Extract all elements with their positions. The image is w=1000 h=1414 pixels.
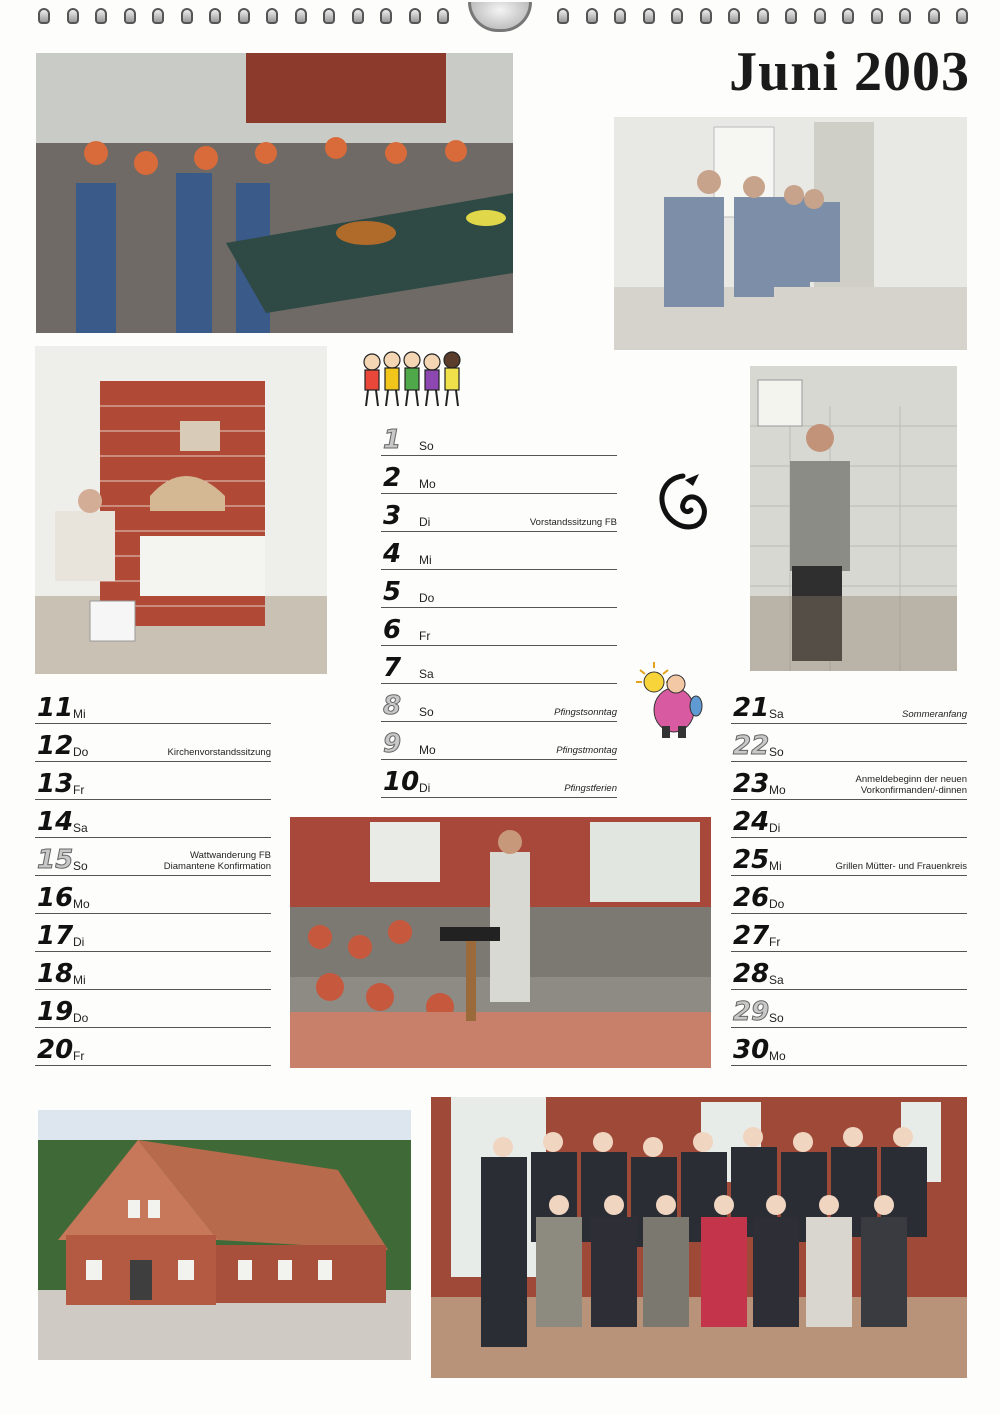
binding-ring bbox=[728, 8, 740, 24]
day-row bbox=[381, 722, 617, 760]
day-row bbox=[731, 952, 967, 990]
photo-group-diamond-confirmation bbox=[431, 1097, 967, 1378]
day-row bbox=[381, 646, 617, 684]
binding-ring bbox=[614, 8, 626, 24]
day-row bbox=[35, 762, 271, 800]
weekday-label: Do bbox=[769, 897, 785, 911]
photo-parish-hall-building bbox=[38, 1110, 411, 1360]
day-event: Pfingstmontag bbox=[556, 745, 617, 756]
day-event: Wattwanderung FB Diamantene Konfirmation bbox=[163, 850, 271, 872]
day-number: 5 bbox=[383, 577, 402, 607]
day-row bbox=[381, 418, 617, 456]
weekday-label: Do bbox=[419, 591, 435, 605]
binding-ring bbox=[95, 8, 107, 24]
day-number: 11 bbox=[37, 693, 74, 723]
weekday-label: Fr bbox=[769, 935, 781, 949]
weekday-label: Fr bbox=[73, 1049, 85, 1063]
day-row bbox=[731, 876, 967, 914]
day-number: 7 bbox=[383, 653, 402, 683]
day-number: 9 bbox=[383, 729, 402, 759]
binding-ring bbox=[181, 8, 193, 24]
day-row bbox=[35, 1028, 271, 1066]
binding-ring bbox=[380, 8, 392, 24]
day-number: 19 bbox=[37, 997, 74, 1027]
day-row bbox=[731, 1028, 967, 1066]
day-number: 13 bbox=[37, 769, 74, 799]
dove-icon bbox=[655, 472, 711, 534]
binding-ring bbox=[643, 8, 655, 24]
day-row bbox=[381, 608, 617, 646]
weekday-label: So bbox=[73, 859, 88, 873]
photo-workers-resting bbox=[614, 117, 967, 350]
weekday-label: Sa bbox=[419, 667, 434, 681]
day-row bbox=[381, 684, 617, 722]
weekday-label: Do bbox=[73, 1011, 89, 1025]
day-number: 23 bbox=[733, 769, 770, 799]
day-column-center bbox=[381, 418, 617, 798]
weekday-label: Mo bbox=[419, 477, 436, 491]
day-event: Vorstandssitzung FB bbox=[529, 517, 617, 528]
day-event: Grillen Mütter- und Frauenkreis bbox=[835, 861, 967, 872]
binding-ring bbox=[352, 8, 364, 24]
day-row bbox=[35, 990, 271, 1028]
day-number: 1 bbox=[383, 425, 402, 455]
binding-ring bbox=[928, 8, 940, 24]
day-number: 14 bbox=[37, 807, 74, 837]
weekday-label: Sa bbox=[769, 973, 784, 987]
day-row bbox=[35, 914, 271, 952]
weekday-label: Mo bbox=[73, 897, 90, 911]
day-column-left bbox=[35, 686, 271, 1066]
weekday-label: Fr bbox=[73, 783, 85, 797]
page-title: Juni 2003 bbox=[729, 41, 970, 103]
day-number: 10 bbox=[383, 767, 420, 797]
day-row bbox=[381, 532, 617, 570]
weekday-label: Mo bbox=[769, 783, 786, 797]
day-row bbox=[381, 494, 617, 532]
weekday-label: Do bbox=[73, 745, 89, 759]
day-row bbox=[731, 724, 967, 762]
weekday-label: Mi bbox=[73, 707, 86, 721]
binding-ring bbox=[956, 8, 968, 24]
day-event: Pfingstferien bbox=[564, 783, 617, 794]
binding-ring bbox=[586, 8, 598, 24]
sun-figure-icon bbox=[634, 660, 706, 742]
binding-ring bbox=[295, 8, 307, 24]
weekday-label: So bbox=[769, 1011, 784, 1025]
day-number: 27 bbox=[733, 921, 770, 951]
binding-ring bbox=[871, 8, 883, 24]
day-row bbox=[35, 724, 271, 762]
binding-ring bbox=[38, 8, 50, 24]
binding-ring bbox=[899, 8, 911, 24]
day-number: 30 bbox=[733, 1035, 770, 1065]
binding-ring bbox=[700, 8, 712, 24]
day-row bbox=[731, 990, 967, 1028]
binding-ring bbox=[557, 8, 569, 24]
weekday-label: Fr bbox=[419, 629, 431, 643]
day-number: 22 bbox=[733, 731, 770, 761]
day-row bbox=[731, 800, 967, 838]
weekday-label: Mo bbox=[769, 1049, 786, 1063]
day-column-right bbox=[731, 686, 967, 1066]
weekday-label: Mo bbox=[419, 743, 436, 757]
weekday-label: Mi bbox=[419, 553, 432, 567]
day-number: 3 bbox=[383, 501, 402, 531]
day-number: 15 bbox=[37, 845, 74, 875]
weekday-label: So bbox=[419, 439, 434, 453]
binding-ring bbox=[842, 8, 854, 24]
binding-ring bbox=[757, 8, 769, 24]
weekday-label: Sa bbox=[769, 707, 784, 721]
day-number: 16 bbox=[37, 883, 74, 913]
day-number: 18 bbox=[37, 959, 74, 989]
day-row bbox=[731, 838, 967, 876]
photo-man-tiling-wall bbox=[750, 366, 957, 671]
day-number: 12 bbox=[37, 731, 74, 761]
day-row bbox=[35, 838, 271, 876]
day-event: Pfingstsonntag bbox=[554, 707, 617, 718]
day-number: 21 bbox=[733, 693, 770, 723]
day-number: 28 bbox=[733, 959, 770, 989]
day-row bbox=[35, 952, 271, 990]
day-row bbox=[35, 686, 271, 724]
binding-ring bbox=[266, 8, 278, 24]
binding-ring bbox=[323, 8, 335, 24]
day-number: 25 bbox=[733, 845, 770, 875]
day-number: 29 bbox=[733, 997, 770, 1027]
day-number: 24 bbox=[733, 807, 770, 837]
day-number: 4 bbox=[383, 539, 402, 569]
children-group-icon bbox=[358, 348, 468, 410]
binding-ring bbox=[814, 8, 826, 24]
weekday-label: Mi bbox=[73, 973, 86, 987]
weekday-label: Di bbox=[769, 821, 781, 835]
binding-ring bbox=[152, 8, 164, 24]
weekday-label: Mi bbox=[769, 859, 782, 873]
binding-ring bbox=[124, 8, 136, 24]
photo-brick-oven bbox=[35, 346, 327, 674]
day-row bbox=[731, 762, 967, 800]
day-number: 6 bbox=[383, 615, 402, 645]
binding-ring bbox=[437, 8, 449, 24]
binding-ring bbox=[238, 8, 250, 24]
day-row bbox=[381, 760, 617, 798]
day-number: 26 bbox=[733, 883, 770, 913]
photo-schoolyard-children bbox=[36, 53, 513, 333]
day-row bbox=[381, 570, 617, 608]
day-event: Sommeranfang bbox=[902, 709, 967, 720]
weekday-label: Di bbox=[73, 935, 85, 949]
weekday-label: Sa bbox=[73, 821, 88, 835]
binding-ring bbox=[671, 8, 683, 24]
day-row bbox=[731, 686, 967, 724]
day-row bbox=[35, 876, 271, 914]
day-row bbox=[731, 914, 967, 952]
day-event: Kirchenvorstandssitzung bbox=[167, 747, 271, 758]
weekday-label: So bbox=[769, 745, 784, 759]
day-row bbox=[381, 456, 617, 494]
weekday-label: Di bbox=[419, 515, 431, 529]
day-number: 8 bbox=[383, 691, 402, 721]
day-number: 17 bbox=[37, 921, 74, 951]
day-number: 20 bbox=[37, 1035, 74, 1065]
binding-ring bbox=[67, 8, 79, 24]
day-row bbox=[35, 800, 271, 838]
binding-ring bbox=[785, 8, 797, 24]
day-event: Anmeldebeginn der neuen Vorkonfirmanden/-dinnen bbox=[855, 774, 967, 796]
weekday-label: Di bbox=[419, 781, 431, 795]
day-number: 2 bbox=[383, 463, 402, 493]
weekday-label: So bbox=[419, 705, 434, 719]
photo-outdoor-service-children bbox=[290, 817, 711, 1068]
binding-ring bbox=[209, 8, 221, 24]
binding-ring bbox=[409, 8, 421, 24]
